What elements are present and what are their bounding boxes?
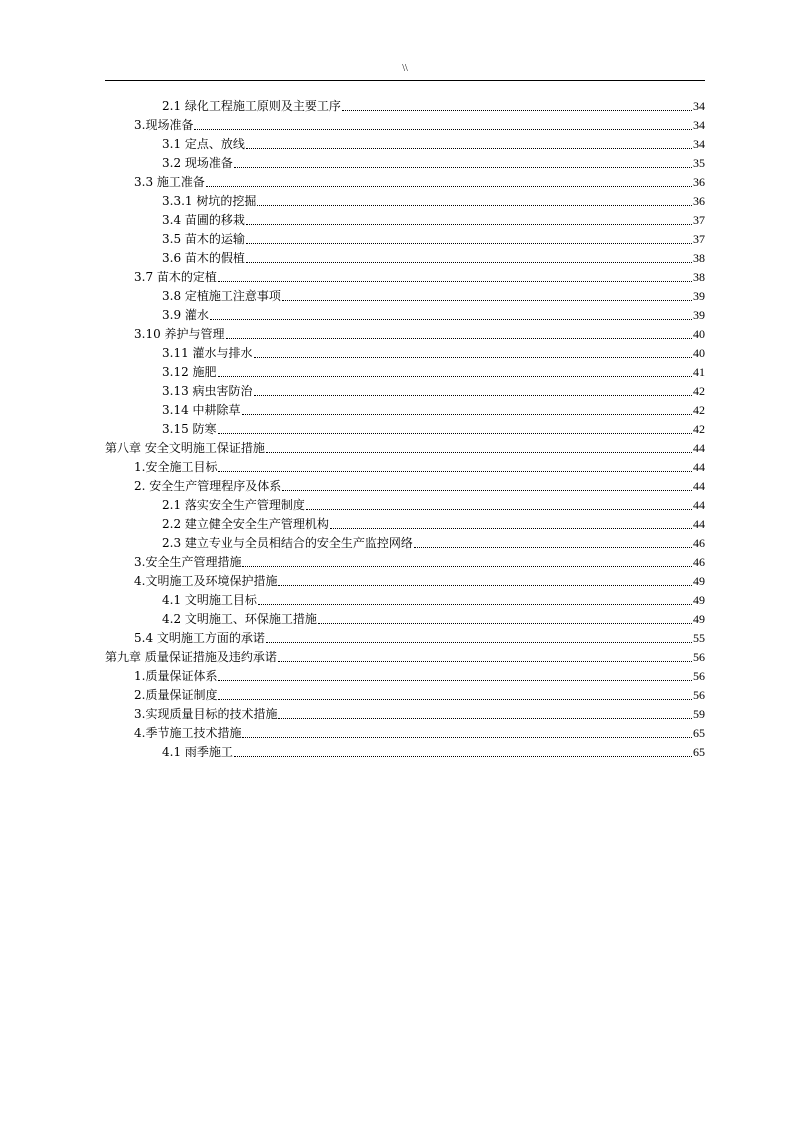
toc-entry-title: 2.1 绿化工程施工原则及主要工序	[162, 99, 341, 113]
toc-entry-page-number: 55	[693, 631, 705, 645]
toc-entry-page-number: 34	[693, 118, 705, 132]
toc-entry-title: 3.1 定点、放线	[162, 137, 245, 151]
toc-entry[interactable]	[105, 534, 705, 553]
dot-leader	[242, 414, 692, 415]
toc-entry-page-number: 44	[693, 517, 705, 531]
toc-entry-title: 1.安全施工目标	[134, 460, 218, 474]
toc-entry-title: 3.5 苗木的运输	[162, 232, 245, 246]
toc-entry-page-number: 49	[693, 612, 705, 626]
dot-leader	[218, 680, 692, 681]
toc-entry-title: 3.3.1 树坑的挖掘	[162, 194, 257, 208]
dot-leader	[266, 452, 692, 453]
toc-entry-page-number: 40	[693, 346, 705, 360]
toc-entry-title: 3.现场准备	[134, 118, 194, 132]
page-header-text: \\	[402, 63, 408, 74]
toc-entry-title: 3.15 防寒	[162, 422, 217, 436]
toc-entry-page-number: 36	[693, 175, 705, 189]
toc-entry[interactable]	[105, 173, 705, 192]
dot-leader	[242, 566, 692, 567]
toc-entry[interactable]	[105, 743, 705, 762]
toc-entry[interactable]	[105, 477, 705, 496]
toc-entry-title: 3.实现质量目标的技术措施	[134, 707, 278, 721]
dot-leader	[246, 243, 692, 244]
toc-entry[interactable]	[105, 97, 705, 116]
toc-entry[interactable]	[105, 306, 705, 325]
toc-entry[interactable]	[105, 287, 705, 306]
toc-entry[interactable]	[105, 724, 705, 743]
toc-entry-page-number: 56	[693, 688, 705, 702]
dot-leader	[278, 585, 692, 586]
toc-entry-page-number: 36	[693, 194, 705, 208]
toc-entry-title: 4.文明施工及环境保护措施	[134, 574, 278, 588]
dot-leader	[234, 756, 692, 757]
toc-entry-page-number: 34	[693, 137, 705, 151]
dot-leader	[278, 661, 692, 662]
toc-entry-page-number: 35	[693, 156, 705, 170]
toc-entry-page-number: 38	[693, 251, 705, 265]
toc-entry-title: 3.2 现场准备	[162, 156, 233, 170]
toc-entry-title: 2.2 建立健全安全生产管理机构	[162, 517, 329, 531]
toc-entry-page-number: 46	[693, 536, 705, 550]
dot-leader	[266, 642, 692, 643]
toc-entry-title: 3.安全生产管理措施	[134, 555, 242, 569]
toc-entry[interactable]	[105, 363, 705, 382]
toc-entry-title: 2.3 建立专业与全员相结合的安全生产监控网络	[162, 536, 413, 550]
dot-leader	[218, 699, 692, 700]
toc-entry-page-number: 59	[693, 707, 705, 721]
toc-entry[interactable]	[105, 230, 705, 249]
toc-entry-page-number: 40	[693, 327, 705, 341]
toc-entry-title: 4.季节施工技术措施	[134, 726, 242, 740]
toc-entry-title: 3.14 中耕除草	[162, 403, 241, 417]
toc-entry[interactable]	[105, 211, 705, 230]
toc-entry-title: 3.13 病虫害防治	[162, 384, 253, 398]
toc-entry-page-number: 42	[693, 422, 705, 436]
toc-entry[interactable]	[105, 192, 705, 211]
toc-entry-title: 3.11 灌水与排水	[162, 346, 253, 360]
dot-leader	[254, 395, 692, 396]
toc-entry-title: 4.2 文明施工、环保施工措施	[162, 612, 317, 626]
toc-entry[interactable]	[105, 705, 705, 724]
toc-entry-title: 第八章 安全文明施工保证措施	[105, 441, 265, 455]
toc-entry-page-number: 42	[693, 384, 705, 398]
toc-entry[interactable]	[105, 116, 705, 135]
toc-entry[interactable]	[105, 572, 705, 591]
dot-leader	[242, 737, 692, 738]
toc-entry[interactable]	[105, 344, 705, 363]
toc-entry[interactable]	[105, 382, 705, 401]
toc-entry-page-number: 34	[693, 99, 705, 113]
toc-entry[interactable]	[105, 154, 705, 173]
toc-entry[interactable]	[105, 249, 705, 268]
toc-entry-title: 1.质量保证体系	[134, 669, 218, 683]
toc-entry-title: 4.1 文明施工目标	[162, 593, 257, 607]
toc-entry[interactable]	[105, 268, 705, 287]
toc-entry[interactable]	[105, 325, 705, 344]
dot-leader	[218, 433, 692, 434]
toc-entry-title: 2.1 落实安全生产管理制度	[162, 498, 305, 512]
dot-leader	[246, 148, 692, 149]
toc-entry[interactable]	[105, 591, 705, 610]
toc-entry-title: 3.8 定植施工注意事项	[162, 289, 281, 303]
toc-entry-page-number: 39	[693, 308, 705, 322]
toc-entry-title: 3.6 苗木的假植	[162, 251, 245, 265]
toc-entry[interactable]	[105, 629, 705, 648]
toc-entry[interactable]	[105, 667, 705, 686]
toc-entry-page-number: 49	[693, 593, 705, 607]
toc-entry-page-number: 46	[693, 555, 705, 569]
toc-entry-page-number: 65	[693, 726, 705, 740]
toc-entry[interactable]	[105, 648, 705, 667]
toc-entry-page-number: 56	[693, 650, 705, 664]
dot-leader	[218, 471, 692, 472]
toc-entry[interactable]	[105, 553, 705, 572]
toc-entry-page-number: 44	[693, 479, 705, 493]
toc-entry-page-number: 37	[693, 213, 705, 227]
toc-entry-page-number: 44	[693, 498, 705, 512]
toc-entry[interactable]	[105, 610, 705, 629]
dot-leader	[218, 376, 692, 377]
dot-leader	[330, 528, 692, 529]
toc-entry-page-number: 38	[693, 270, 705, 284]
toc-entry-page-number: 56	[693, 669, 705, 683]
toc-entry[interactable]	[105, 515, 705, 534]
toc-entry-title: 2.质量保证制度	[134, 688, 218, 702]
dot-leader	[218, 281, 692, 282]
toc-entry-title: 4.1 雨季施工	[162, 745, 233, 759]
dot-leader	[254, 357, 692, 358]
toc-entry[interactable]	[105, 458, 705, 477]
dot-leader	[318, 623, 692, 624]
toc-entry[interactable]	[105, 686, 705, 705]
toc-entry-title: 3.4 苗圃的移栽	[162, 213, 245, 227]
dot-leader	[282, 490, 692, 491]
toc-entry[interactable]	[105, 135, 705, 154]
table-of-contents	[105, 97, 705, 762]
dot-leader	[258, 604, 692, 605]
toc-entry[interactable]	[105, 401, 705, 420]
toc-entry-page-number: 42	[693, 403, 705, 417]
toc-entry-page-number: 44	[693, 441, 705, 455]
dot-leader	[206, 186, 692, 187]
toc-entry-page-number: 49	[693, 574, 705, 588]
dot-leader	[414, 547, 692, 548]
toc-entry-title: 3.7 苗木的定植	[134, 270, 217, 284]
dot-leader	[234, 167, 692, 168]
toc-entry[interactable]	[105, 496, 705, 515]
page-header	[105, 62, 705, 81]
dot-leader	[246, 262, 692, 263]
dot-leader	[342, 110, 692, 111]
toc-entry-page-number: 41	[693, 365, 705, 379]
dot-leader	[210, 319, 692, 320]
toc-entry-page-number: 39	[693, 289, 705, 303]
toc-entry-title: 3.9 灌水	[162, 308, 209, 322]
toc-entry-page-number: 65	[693, 745, 705, 759]
toc-entry[interactable]	[105, 420, 705, 439]
dot-leader	[282, 300, 692, 301]
toc-entry-title: 3.3 施工准备	[134, 175, 205, 189]
toc-entry[interactable]	[105, 439, 705, 458]
dot-leader	[194, 129, 692, 130]
toc-entry-title: 第九章 质量保证措施及违约承诺	[105, 650, 277, 664]
toc-entry-title: 3.12 施肥	[162, 365, 217, 379]
toc-entry-title: 5.4 文明施工方面的承诺	[134, 631, 265, 645]
dot-leader	[306, 509, 692, 510]
toc-entry-page-number: 37	[693, 232, 705, 246]
dot-leader	[246, 224, 692, 225]
toc-entry-title: 2. 安全生产管理程序及体系	[134, 479, 282, 493]
toc-entry-title: 3.10 养护与管理	[134, 327, 225, 341]
toc-entry-page-number: 44	[693, 460, 705, 474]
dot-leader	[257, 205, 692, 206]
dot-leader	[278, 718, 692, 719]
dot-leader	[226, 338, 692, 339]
